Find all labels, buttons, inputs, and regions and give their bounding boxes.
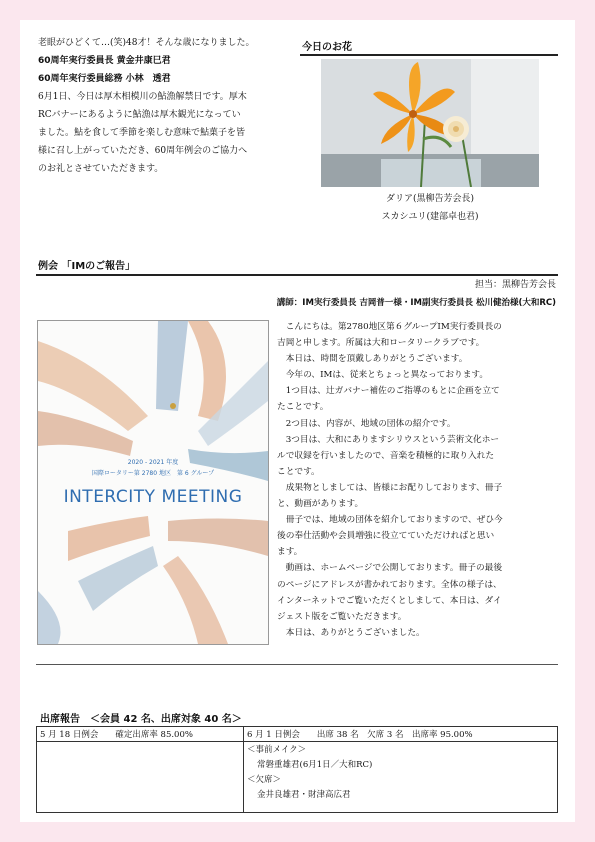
top-line-2: 60周年実行委員長 黄金井康巳君 bbox=[38, 56, 171, 66]
cover-hands-art bbox=[38, 321, 268, 644]
top-line-6: ました。鮎を食して季節を楽しむ意味で鮎菓子を皆 bbox=[38, 128, 246, 138]
body-line: のページにアドレスが書かれております。全体の様子は、 bbox=[277, 579, 502, 590]
body-line: 本日は、時間を頂戴しありがとうございます。 bbox=[277, 354, 468, 365]
absent-label: ＜欠席＞ bbox=[247, 775, 282, 785]
body-line: 後の奉仕活動や会員増強に役立てていただければと思い bbox=[277, 531, 495, 542]
body-line: 動画は、ホームページで公開しております。冊子の最後 bbox=[277, 563, 503, 574]
attendance-left-body bbox=[37, 742, 244, 813]
flower-photo bbox=[321, 59, 539, 187]
cover-title: INTERCITY MEETING bbox=[63, 487, 243, 507]
body-line: 本日は、ありがとうございました。 bbox=[277, 627, 425, 638]
body-line: ジェスト版をご覧いただきます。 bbox=[277, 611, 407, 622]
flower-photo-art bbox=[321, 59, 539, 187]
report-speakers: 講師：IM実行委員長 吉岡普一様・IM副実行委員長 松川健治様(大和RC) bbox=[276, 298, 556, 308]
body-line: たことです。 bbox=[277, 402, 329, 413]
makeup-entry: 常磐重雄君(6月1日／大和RC) bbox=[257, 760, 373, 770]
body-line: 冊子では、地域の団体を紹介しておりますので、ぜひ今 bbox=[277, 515, 503, 526]
makeup-label: ＜事前メイク＞ bbox=[247, 745, 307, 755]
attendance-table bbox=[36, 726, 558, 813]
top-line-8: のお礼とさせていただきます。 bbox=[38, 164, 164, 174]
body-line: こんにちは。第2780地区第６グループIM実行委員長の bbox=[277, 322, 502, 332]
body-line: ルで収録を行いましたので、音楽を積極的に取り入れた bbox=[277, 450, 495, 461]
report-body bbox=[277, 319, 559, 641]
top-line-3: 60周年実行委員総務 小林 透君 bbox=[38, 74, 171, 84]
body-line: 今年の、IMは、従来とちょっと異なっております。 bbox=[277, 370, 489, 381]
flower-caption-1: ダリア(黒柳告芳会長) bbox=[385, 194, 475, 204]
flower-caption-2: スカシユリ(建部卓也君) bbox=[381, 212, 479, 222]
flower-heading-rule bbox=[300, 54, 558, 56]
body-line: 成果物としましては、皆様にお配りしております、冊子 bbox=[277, 482, 503, 493]
top-line-1: 老眼がひどくて…(笑)48才！そんな歳になりました。 bbox=[38, 38, 255, 48]
top-line-5: RCバナーにあるように鮎漁は厚木観光になってい bbox=[38, 110, 241, 120]
report-responsible: 担当：黒柳告芳会長 bbox=[474, 280, 556, 290]
top-line-4: 6月1日、今日は厚木相模川の鮎漁解禁日です。厚木 bbox=[38, 92, 247, 102]
body-line: と、動画があります。 bbox=[277, 499, 364, 510]
attendance-right-header: 6 月 1 日例会 出席 38 名 欠席 3 名 出席率 95.00% bbox=[244, 727, 558, 742]
body-line: 3つ目は、大和にありますシリウスという芸術文化ホー bbox=[277, 434, 500, 445]
cover-district: 国際ロータリー第 2780 地区 第 6 グループ bbox=[91, 470, 215, 477]
absent-entry: 金井良雄君・財津高広君 bbox=[257, 790, 351, 800]
im-cover-image bbox=[37, 320, 269, 645]
report-bottom-rule bbox=[36, 664, 558, 665]
top-left-text bbox=[38, 34, 296, 178]
attendance-body-row bbox=[37, 742, 558, 813]
attendance-right-body bbox=[244, 742, 558, 813]
attendance-left-header: 5 月 18 日例会 確定出席率 85.00% bbox=[37, 727, 244, 742]
top-line-7: 様に召し上がっていただき、60周年例会のご協力へ bbox=[38, 146, 248, 156]
page bbox=[20, 20, 575, 822]
body-line: ことです。 bbox=[277, 466, 320, 477]
report-heading: 例会 「IMのご報告」 bbox=[38, 261, 136, 272]
body-line: 1つ目は、辻ガバナー補佐のご指導のもとに企画を立て bbox=[277, 386, 500, 397]
attendance-heading: 出席報告 ＜会員 42 名、出席対象 40 名＞ bbox=[40, 714, 242, 725]
body-line: ます。 bbox=[277, 547, 303, 558]
flower-heading: 今日のお花 bbox=[302, 42, 352, 53]
body-line: インターネットでご覧いただくとしまして、本日は、ダイ bbox=[277, 595, 502, 606]
body-line: 吉岡と申します。所属は大和ロータリークラブです。 bbox=[277, 338, 485, 349]
attendance-header-row bbox=[37, 727, 558, 742]
body-line: 2つ目は、内容が、地域の団体の紹介です。 bbox=[277, 418, 456, 429]
cover-year: 2020 - 2021 年度 bbox=[127, 459, 179, 466]
